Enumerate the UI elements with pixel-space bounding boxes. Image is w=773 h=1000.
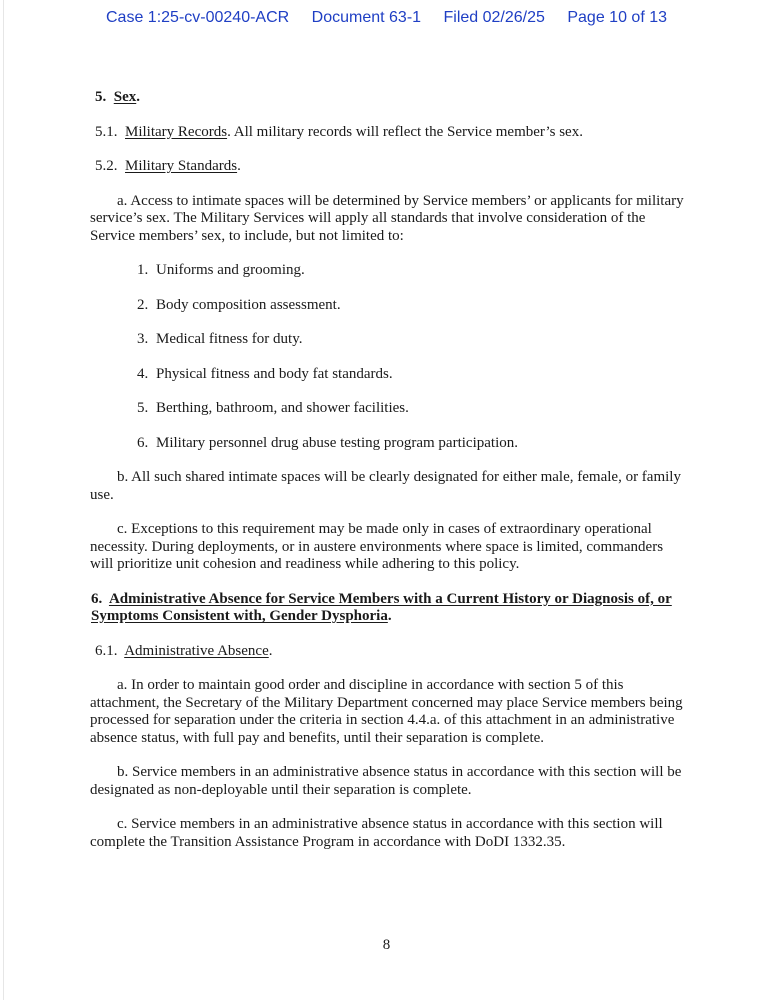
section-6-number: 6. (91, 590, 103, 607)
list-item-number: 2. (137, 296, 149, 313)
list-item-number: 3. (137, 331, 149, 347)
section-6-1-heading (95, 643, 690, 661)
section-6-title: Administrative Absence for Service Members with a Current History or Diagnosis of, or Symptoms Consistent with, Gender Dysphoria (91, 590, 672, 624)
section-5-2-paragraph-b: b. All such shared intimate spaces will be clearly designated for either male, female, or family use. (90, 469, 681, 503)
list-item-text: Physical fitness and body fat standards. (156, 365, 393, 382)
header-document-number: Document 63-1 (311, 9, 422, 26)
section-5-1 (95, 124, 690, 142)
header-page-count: Page 10 of 13 (567, 9, 667, 26)
section-5-title-end: . (136, 89, 140, 105)
section-6-title-end: . (387, 608, 392, 624)
section-5-1-title: Military Records (125, 123, 228, 140)
section-5-number: 5. (95, 89, 107, 105)
header-case-number: Case 1:25-cv-00240-ACR (106, 9, 290, 26)
page-edge (3, 0, 4, 1000)
list-item-number: 5. (137, 400, 149, 416)
section-5-2-title-end: . (237, 158, 241, 174)
standards-list-item (137, 297, 690, 315)
standards-list-item (137, 366, 690, 384)
list-item-text: Military personnel drug abuse testing program participation. (156, 434, 518, 451)
section-6-1-title: Administrative Absence (124, 642, 269, 659)
page-number: 8 (382, 937, 391, 953)
section-6-1-paragraph-c: c. Service members in an administrative absence status in accordance with this section will complete the Transition Assistance Program in accordance with DoDI 1332.35. (90, 816, 663, 850)
list-item-text: Medical fitness for duty. (156, 331, 303, 347)
section-6-1-paragraph-a: a. In order to maintain good order and discipline in accordance with section 5 of this attachment, the Secretary of the Military Department concerned may place Service members being processed for separation under the criteria in section 4.4.a. of this attachment in an administrative absence status, with full pay and benefits, until their separation is complete. (90, 677, 683, 746)
list-item-number: 4. (137, 365, 149, 382)
court-filing-header (0, 9, 773, 27)
section-6-heading (91, 591, 690, 626)
section-5-2-paragraph-c: c. Exceptions to this requirement may be made only in cases of extraordinary operational necessity. During deployments, or in austere environments where space is limited, commanders will prioritize unit cohesion and readiness while adhering to this policy. (90, 521, 664, 572)
standards-list-item (137, 400, 690, 418)
section-6-1-number: 6.1. (95, 642, 118, 659)
standards-list-item (137, 435, 690, 453)
list-item-number: 6. (137, 434, 149, 451)
document-body (90, 89, 690, 851)
section-5-1-number: 5.1. (95, 123, 118, 140)
section-5-2-title: Military Standards (125, 158, 238, 174)
standards-list-item (137, 331, 690, 349)
section-5-2-number: 5.2. (95, 158, 118, 174)
list-item-text: Uniforms and grooming. (156, 262, 305, 278)
section-5-heading (95, 89, 690, 107)
section-5-2-paragraph-a: a. Access to intimate spaces will be determined by Service members’ or applicants for military service’s sex. The Military Services will apply all standards that involve consideration of the Service members’ sex, to include, but not limited to: (90, 192, 684, 244)
section-5-2-heading (95, 158, 690, 176)
header-filed-date: Filed 02/26/25 (443, 9, 545, 26)
standards-list-item (137, 262, 690, 280)
section-6-1-title-end: . (268, 642, 273, 659)
section-5-1-text: . All military records will reflect the Service member’s sex. (227, 123, 583, 140)
list-item-text: Body composition assessment. (156, 296, 341, 313)
list-item-number: 1. (137, 262, 149, 278)
section-5-title: Sex (113, 89, 137, 105)
section-6-1-paragraph-b: b. Service members in an administrative absence status in accordance with this section will be designated as non-deployable until their separation is complete. (90, 764, 682, 798)
list-item-text: Berthing, bathroom, and shower facilities. (156, 400, 409, 416)
